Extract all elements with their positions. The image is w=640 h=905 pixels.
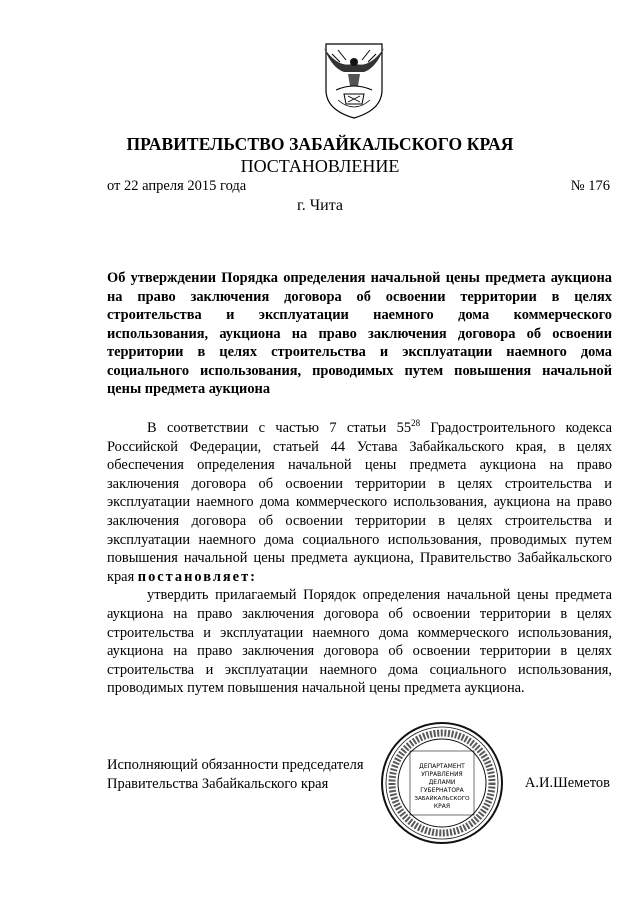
coat-of-arms-icon bbox=[318, 38, 390, 120]
signer-position bbox=[107, 756, 364, 794]
signer-position-line-2: Правительства Забайкальского края bbox=[107, 776, 329, 792]
preamble-rest: Градостроительного кодекса Российской Федерации, статьей 44 Устава Забайкальского края, в целях обеспечения определения начальной цены предмета аукциона на право заключения договора об освоении территории в целях строительства и эксплуатации наемного дома коммерческого использования, аукциона на право заключения договора об освоении территории в целях строительства и эксплуатации наемного дома социального использования, проводимых путем повышения начальной цены предмета аукциона, Правительство Забайкальского края bbox=[107, 420, 612, 585]
document-number: № 176 bbox=[570, 178, 610, 194]
stamp-line-4: ГУБЕРНАТОРА bbox=[420, 787, 464, 794]
resolution-keyword: постановляет: bbox=[137, 568, 257, 585]
document-city: г. Чита bbox=[296, 197, 343, 214]
government-title: ПРАВИТЕЛЬСТВО ЗАБАЙКАЛЬСКОГО КРАЯ bbox=[126, 134, 514, 154]
signer-position-line-1: Исполняющий обязанности председателя bbox=[107, 757, 364, 773]
stamp-line-2: УПРАВЛЕНИЯ bbox=[421, 771, 463, 778]
stamp-line-6: КРАЯ bbox=[433, 803, 451, 810]
article-superscript: 28 bbox=[411, 418, 421, 429]
stamp-line-5: ЗАБАЙКАЛЬСКОГО bbox=[414, 796, 470, 802]
document-subject: Об утверждении Порядка определения начальной цены предмета аукциона на право заключения договора об освоении территории в целях строительства и эксплуатации наемного дома коммерческого использования, аукциона на право заключения договора об освоении территории в целях строительства и эксплуатации наемного дома социального использования, проводимых путем повышения начальной цены предмета аукциона bbox=[107, 270, 612, 397]
stamp-line-1: ДЕПАРТАМЕНТ bbox=[419, 763, 465, 770]
paragraph-resolution: утвердить прилагаемый Порядок определения начальной цены предмета аукциона на право заключения договора об освоении территории в целях строительства и эксплуатации наемного дома коммерческого использования, аукциона на право заключения договора об освоении территории в целях строительства и эксплуатации наемного дома социального использования, проводимых путем повышения начальной цены предмета аукциона. bbox=[107, 587, 612, 697]
document-body bbox=[107, 419, 612, 698]
signer-name: А.И.Шеметов bbox=[524, 775, 610, 791]
stamp-line-3: ДЕЛАМИ bbox=[428, 779, 456, 786]
document-type: ПОСТАНОВЛЕНИЕ bbox=[240, 156, 400, 176]
official-seal-icon bbox=[380, 721, 504, 845]
preamble-start: В соответствии с частью 7 статьи 55 bbox=[147, 420, 412, 436]
paragraph-preamble bbox=[107, 419, 612, 586]
document-date: от 22 апреля 2015 года bbox=[107, 178, 247, 194]
